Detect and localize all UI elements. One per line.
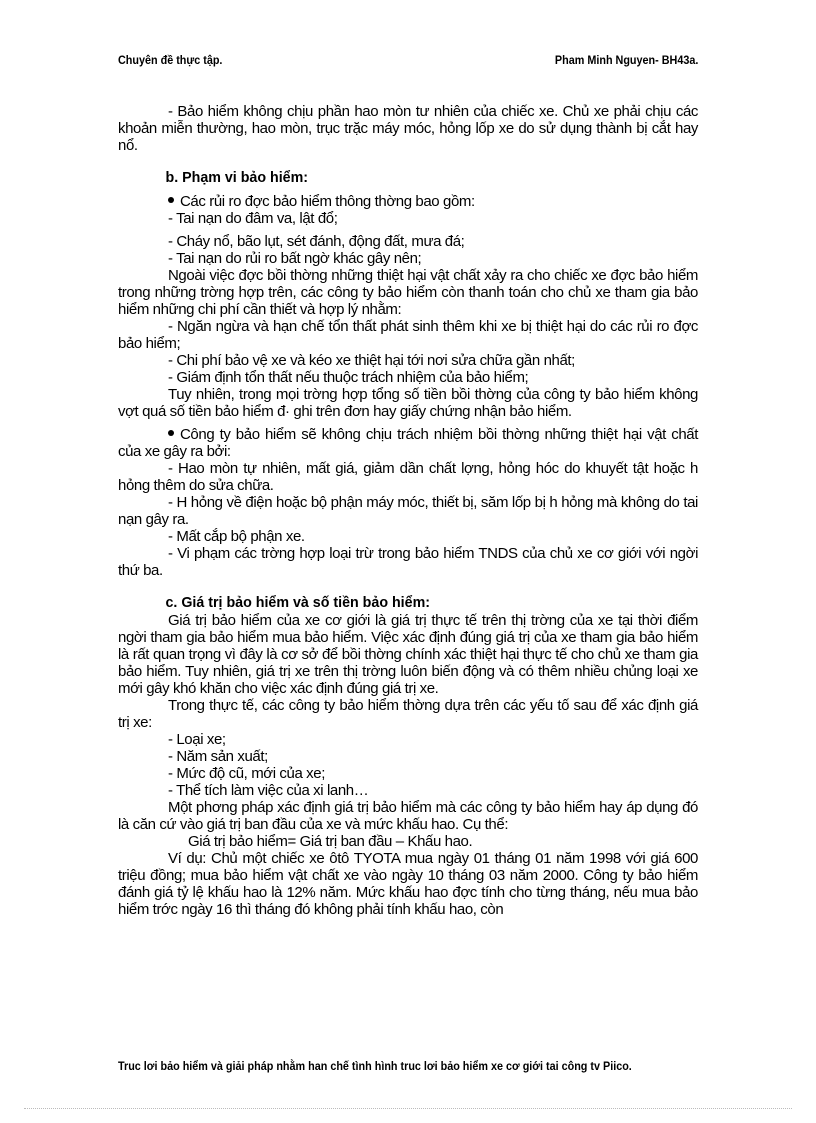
list-item: - Loại xe; (168, 731, 226, 748)
page-edge-divider (24, 1108, 792, 1109)
paragraph: Ngoài việc đợc bồi thờng những thiệt hại vật chất xảy ra cho chiếc xe đợc bảo hiểm trong những trờng hợp trên, các công ty bảo hiểm còn thanh toán cho chủ xe tham gia bảo hiểm những chi phí cần thiết và hợp lý nhằm: (118, 267, 698, 318)
formula: Giá trị bảo hiểm= Giá trị ban đầu – Khấu hao. (188, 833, 473, 850)
list-item: - H hỏng về điện hoặc bộ phận máy móc, thiết bị, săm lốp bị h hỏng mà không do tai nạn gây ra. (118, 494, 698, 528)
footer: Truc lơi bảo hiểm và giải pháp nhằm han chế tình hình truc lơi bảo hiểm xe cơ giới tai công tv Piico. (118, 1059, 632, 1073)
header-right: Pham Minh Nguyen- BH43a. (554, 53, 698, 67)
list-item: - Mất cắp bộ phận xe. (168, 528, 305, 545)
bullet-text: Công ty bảo hiểm sẽ không chịu trách nhiệm bồi thờng những thiệt hại vật chất của xe gây ra bởi: (118, 426, 698, 460)
list-item: - Chi phí bảo vệ xe và kéo xe thiệt hại tới nơi sửa chữa gần nhất; (168, 352, 575, 369)
list-item: - Tai nạn do rủi ro bất ngờ khác gây nên; (168, 250, 422, 267)
list-item: - Giám định tổn thất nếu thuộc trách nhiệm của bảo hiểm; (168, 369, 529, 386)
section-heading-b: b. Phạm vi bảo hiểm: (165, 169, 309, 186)
section-heading-c: c. Giá trị bảo hiểm và số tiền bảo hiểm: (165, 594, 430, 611)
paragraph: Ví dụ: Chủ một chiếc xe ôtô TYOTA mua ngày 01 tháng 01 năm 1998 với giá 600 triệu đồng; mua bảo hiểm vật chất xe vào ngày 10 tháng 03 năm 2000. Công ty bảo hiểm đánh giá tỷ lệ khấu hao là 12% năm. Mức khấu hao đợc tính cho từng tháng, nếu mua bảo hiểm trớc ngày 16 thì tháng đó không phải tính khấu hao, còn (118, 850, 698, 918)
list-item: - Năm sản xuất; (168, 748, 268, 765)
list-item: - Vi phạm các trờng hợp loại trừ trong bảo hiểm TNDS của chủ xe cơ giới với ngời thứ ba. (118, 545, 698, 579)
paragraph: Tuy nhiên, trong mọi trờng hợp tổng số tiền bồi thờng của công ty bảo hiểm không vợt quá số tiền bảo hiểm đ· ghi trên đơn hay giấy chứng nhận bảo hiểm. (118, 386, 698, 420)
list-item: - Hao mòn tự nhiên, mất giá, giảm dần chất lợng, hỏng hóc do khuyết tật hoặc h hỏng thêm do sửa chữa. (118, 460, 698, 494)
bullet-icon (168, 430, 174, 436)
paragraph: Một phơng pháp xác định giá trị bảo hiểm mà các công ty bảo hiểm hay áp dụng đó là căn cứ vào giá trị ban đầu của xe và mức khấu hao. Cụ thể: (118, 799, 698, 833)
header-left: Chuyên đề thực tập. (118, 53, 223, 67)
list-item: - Thể tích làm việc của xi lanh… (168, 782, 369, 799)
bullet-text: Các rủi ro đợc bảo hiểm thông thờng bao gồm: (180, 193, 475, 210)
paragraph: Giá trị bảo hiểm của xe cơ giới là giá trị thực tế trên thị trờng của xe tại thời điểm ngời tham gia bảo hiểm mua bảo hiểm. Việc xác định đúng giá trị của xe tham gia bảo hiểm là rất quan trọng vì đây là cơ sở để bồi thờng chính xác thiệt hại thực tế cho chủ xe tham gia bảo hiểm. Tuy nhiên, giá trị xe trên thị trờng luôn biến động và có thêm nhiều chủng loại xe mới gây khó khăn cho việc xác định đúng giá trị xe. (118, 612, 698, 697)
document-body (118, 103, 698, 918)
list-item: - Mức độ cũ, mới của xe; (168, 765, 325, 782)
paragraph: Trong thực tế, các công ty bảo hiểm thờng dựa trên các yếu tố sau để xác định giá trị xe: (118, 697, 698, 731)
bullet-item (118, 193, 698, 210)
paragraph: - Bảo hiểm không chịu phần hao mòn tư nhiên của chiếc xe. Chủ xe phải chịu các khoản miễn thường, hao mòn, trục trặc máy móc, hỏng lốp xe do sử dụng thành bị cắt hay nổ. (118, 103, 698, 154)
list-item: - Cháy nổ, bão lụt, sét đánh, động đất, mưa đá; (168, 233, 465, 250)
list-item: - Ngăn ngừa và hạn chế tổn thất phát sinh thêm khi xe bị thiệt hại do các rủi ro đợc bảo hiểm; (118, 318, 698, 352)
bullet-item (118, 426, 698, 460)
bullet-icon (168, 197, 174, 203)
list-item: - Tai nạn do đâm va, lật đổ; (168, 210, 338, 227)
